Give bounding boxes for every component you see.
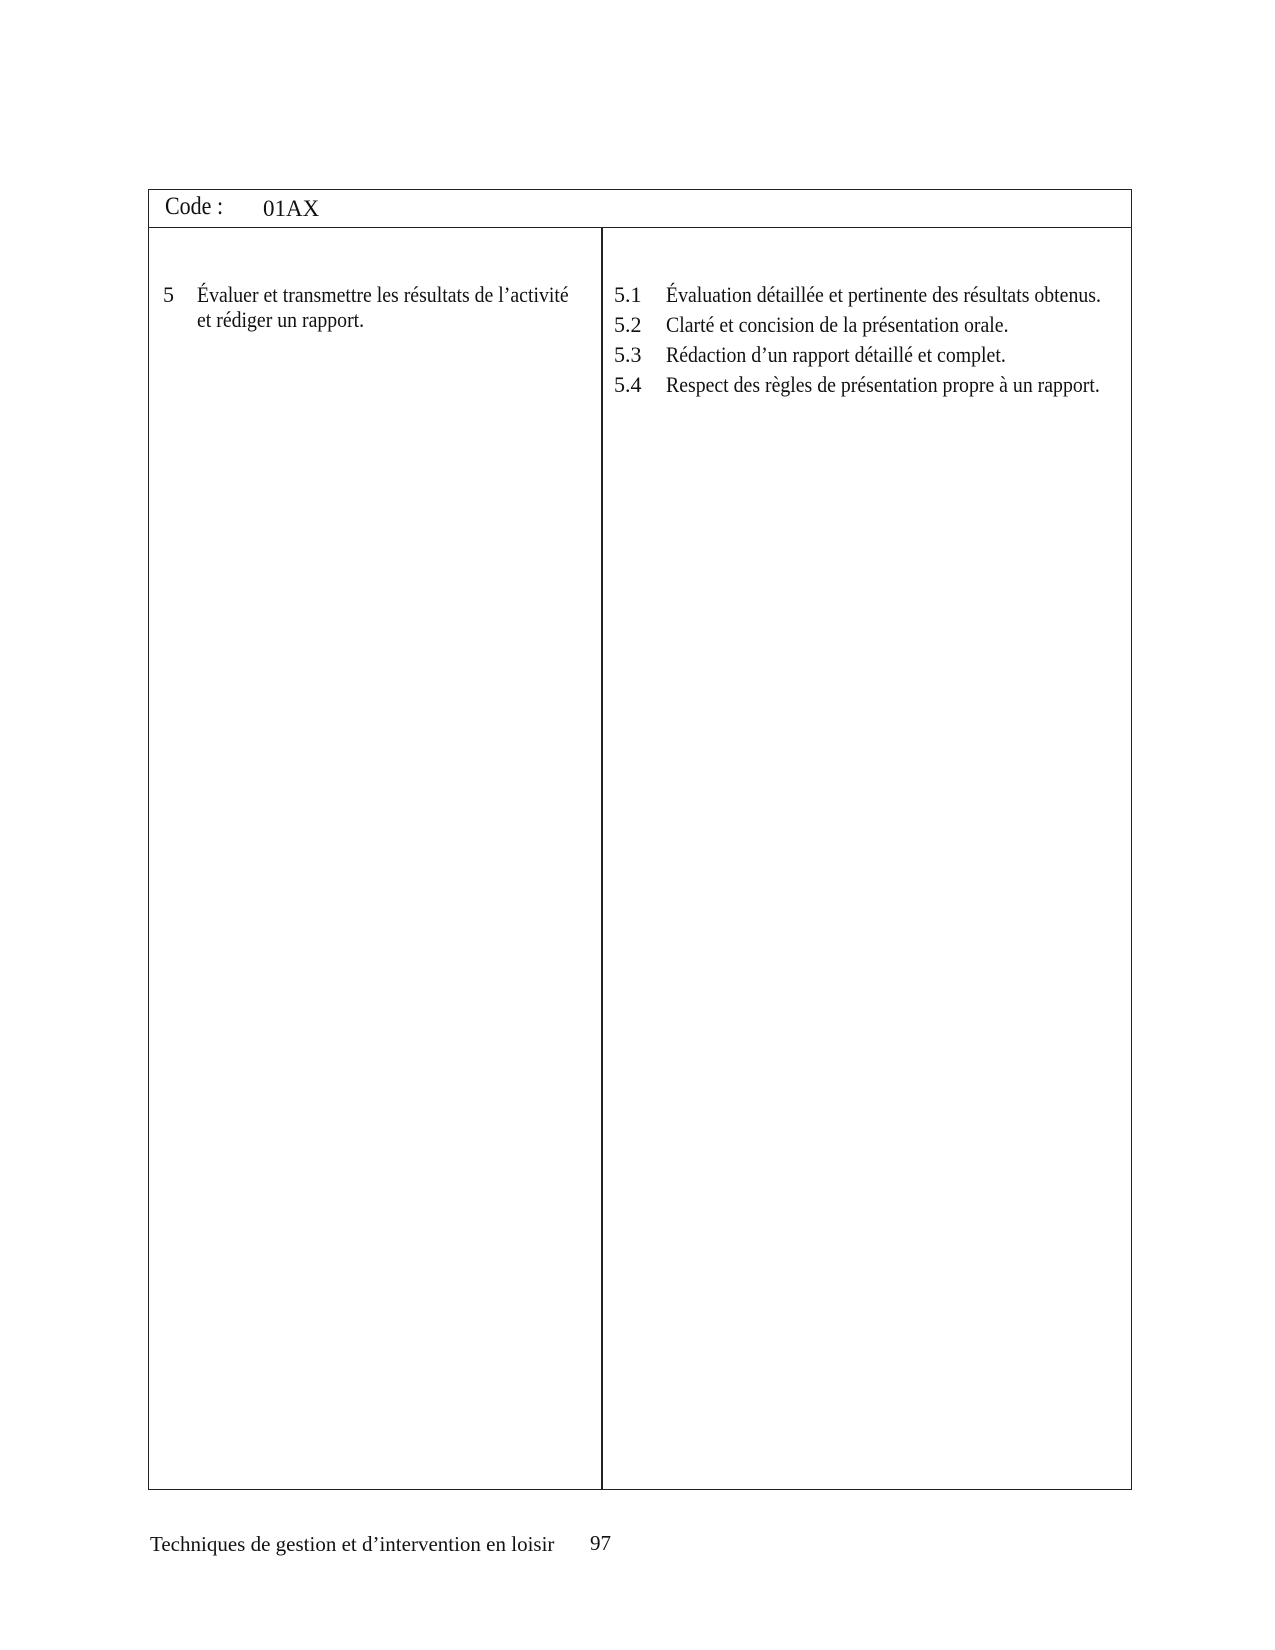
code-value: 01AX (263, 196, 320, 221)
column-divider (601, 228, 603, 1489)
page-number: 97 (590, 1531, 611, 1555)
code-label: Code : (165, 193, 224, 220)
criterion-number: 5.4 (614, 372, 642, 397)
criterion-item (614, 282, 1119, 307)
criterion-text: Clarté et concision de la présentation orale. (666, 312, 1009, 337)
competency-table (148, 189, 1132, 1490)
element-item (163, 282, 583, 332)
footer-title: Techniques de gestion et d’intervention en loisir (150, 1532, 555, 1556)
criterion-text: Respect des règles de présentation propre à un rapport. (666, 372, 1100, 397)
criterion-number: 5.2 (614, 312, 642, 337)
criterion-item (614, 372, 1119, 397)
element-text: Évaluer et transmettre les résultats de l’activité et rédiger un rapport. (197, 282, 569, 332)
criterion-item (614, 342, 1119, 367)
element-cell (163, 282, 583, 337)
criteria-cell (614, 282, 1119, 402)
criterion-text: Évaluation détaillée et pertinente des résultats obtenus. (666, 282, 1101, 307)
criterion-text: Rédaction d’un rapport détaillé et complet. (666, 342, 1006, 367)
code-row (149, 190, 1131, 228)
criterion-item (614, 312, 1119, 337)
criterion-number: 5.3 (614, 342, 642, 367)
element-number: 5 (163, 282, 174, 307)
criterion-number: 5.1 (614, 282, 642, 307)
